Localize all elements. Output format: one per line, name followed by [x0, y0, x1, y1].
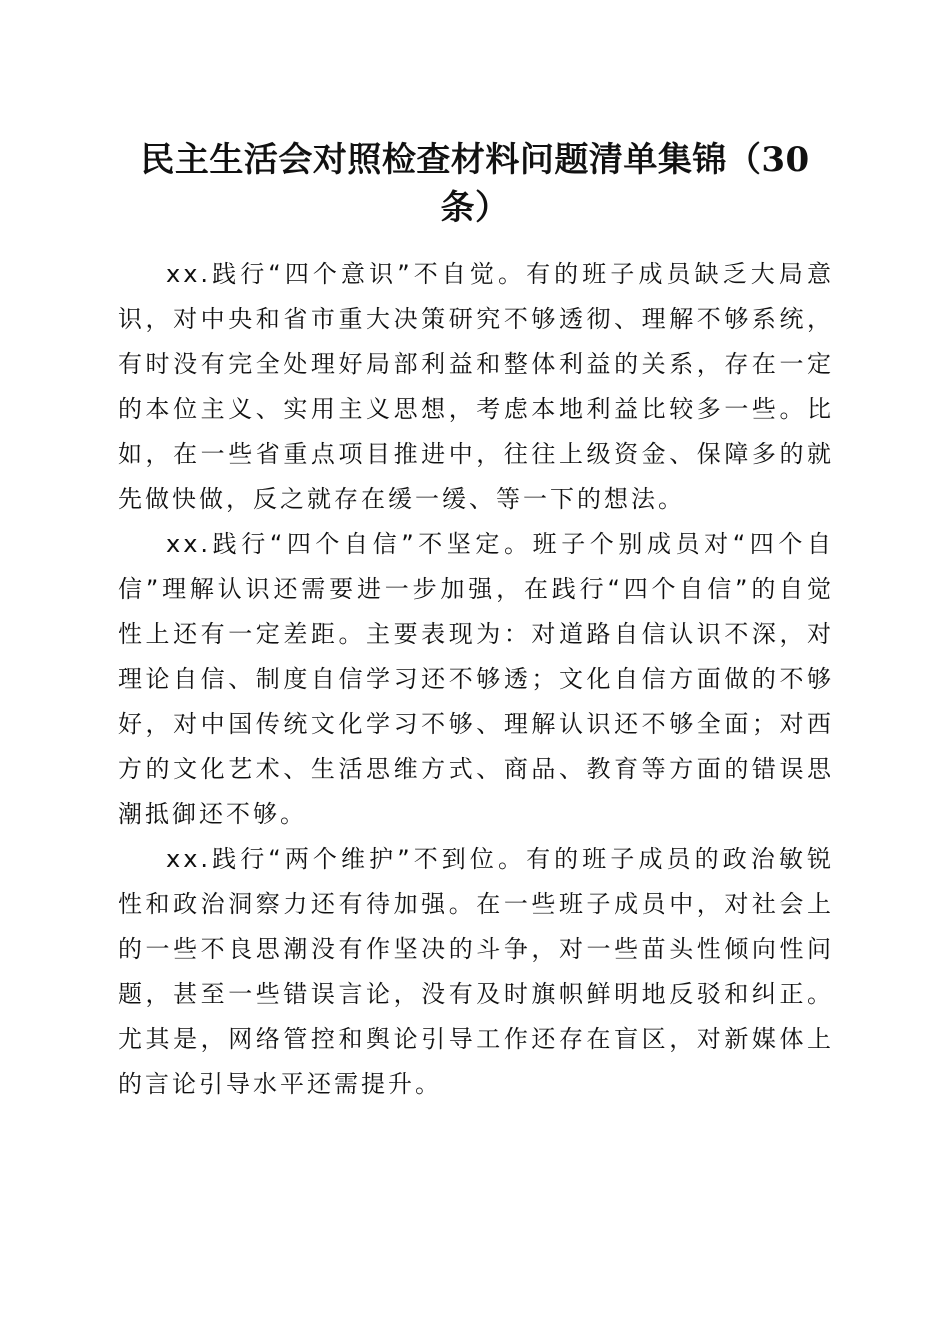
paragraph-1: xx.践行“四个意识”不自觉。有的班子成员缺乏大局意识，对中央和省市重大决策研究不够透彻、理解不够系统，有时没有完全处理好局部利益和整体利益的关系，存在一定的本位主义、实用主义思想，考虑本地利益比较多一些。比如，在一些省重点项目推进中，往往上级资金、保障多的就先做快做，反之就存在缓一缓、等一下的想法。 — [118, 260, 834, 513]
paragraph-3: xx.践行“两个维护”不到位。有的班子成员的政治敏锐性和政治洞察力还有待加强。在一些班子成员中，对社会上的一些不良思潮没有作坚决的斗争，对一些苗头性倾向性问题，甚至一些错误言论，没有及时旗帜鲜明地反驳和纠正。尤其是，网络管控和舆论引导工作还存在盲区，对新媒体上的言论引导水平还需提升。 — [118, 845, 834, 1098]
document-title: 民主生活会对照检查材料问题清单集锦（30条） — [140, 140, 810, 228]
document-body — [118, 252, 834, 1107]
paragraph-2: xx.践行“四个自信”不坚定。班子个别成员对“四个自信”理解认识还需要进一步加强，在践行“四个自信”的自觉性上还有一定差距。主要表现为：对道路自信认识不深，对理论自信、制度自信学习还不够透；文化自信方面做的不够好，对中国传统文化学习不够、理解认识还不够全面；对西方的文化艺术、生活思维方式、商品、教育等方面的错误思潮抵御还不够。 — [118, 530, 834, 828]
